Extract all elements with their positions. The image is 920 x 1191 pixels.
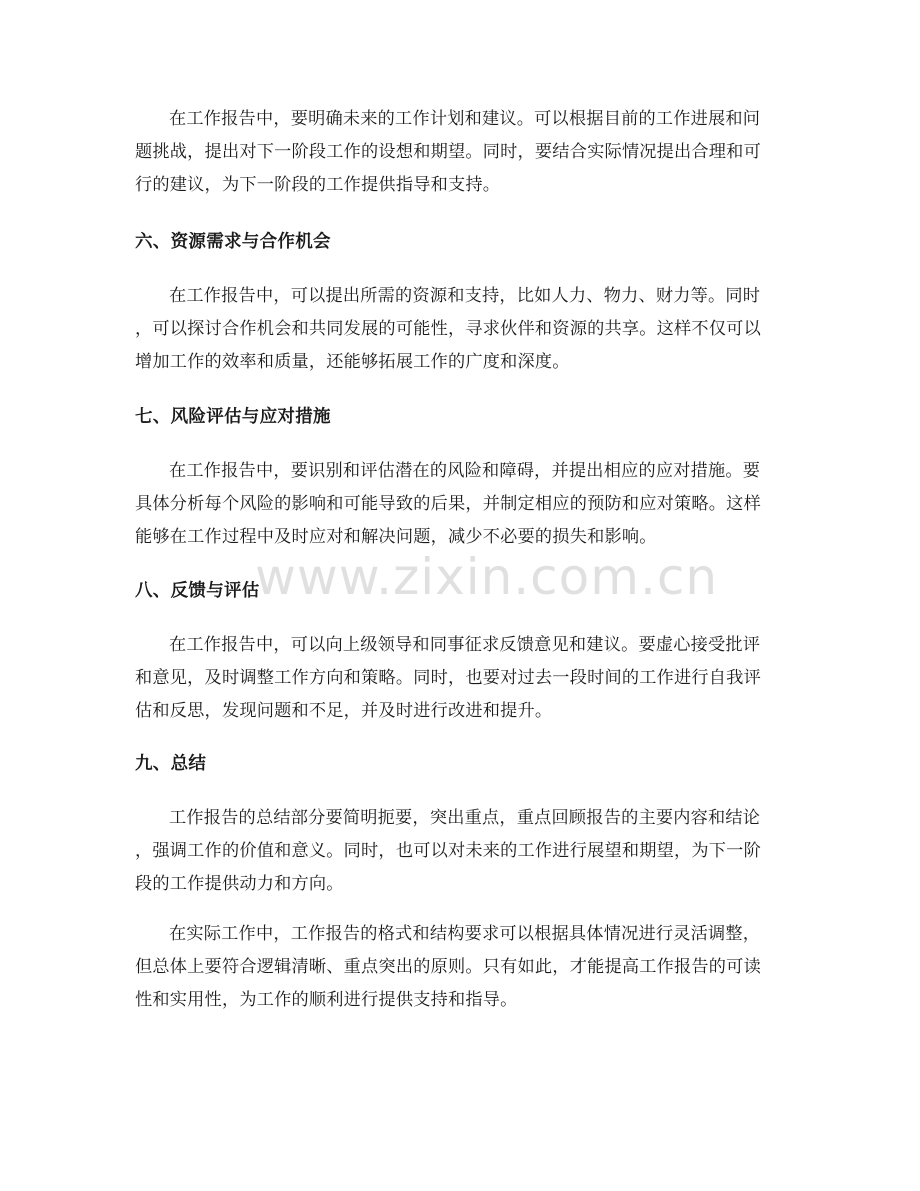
paragraph-summary (135, 802, 790, 901)
paragraph-line: 估和反思，发现问题和不足，并及时进行改进和提升。 (135, 701, 553, 721)
paragraph-feedback (135, 629, 790, 728)
paragraph-line: 段的工作提供动力和方向。 (135, 874, 344, 894)
paragraph-line: 但总体上要符合逻辑清晰、重点突出的原则。只有如此，才能提高工作报告的可读 (135, 957, 761, 977)
paragraph-line: ，可以探讨合作机会和共同发展的可能性，寻求伙伴和资源的共享。这样不仅可以 (135, 319, 761, 339)
paragraph-line: 题挑战，提出对下一阶段工作的设想和期望。同时，要结合实际情况提出合理和可 (135, 142, 761, 162)
paragraph-line: 工作报告的总结部分要简明扼要，突出重点，重点回顾报告的主要内容和结论 (169, 808, 761, 828)
section-heading-summary: 九、总结 (135, 754, 207, 774)
paragraph-line: 性和实用性，为工作的顺利进行提供支持和指导。 (135, 990, 518, 1010)
paragraph-line: 行的建议，为下一阶段的工作提供指导和支持。 (135, 175, 501, 195)
paragraph-conclusion (135, 918, 790, 1017)
paragraph-line: 在工作报告中，要明确未来的工作计划和建议。可以根据目前的工作进展和问 (169, 109, 761, 129)
paragraph-line: 在实际工作中，工作报告的格式和结构要求可以根据具体情况进行灵活调整， (169, 924, 761, 944)
paragraph-resources (135, 280, 790, 379)
paragraph-line: 具体分析每个风险的影响和可能导致的后果，并制定相应的预防和应对策略。这样 (135, 494, 761, 514)
paragraph-line: 增加工作的效率和质量，还能够拓展工作的广度和深度。 (135, 352, 570, 372)
section-heading-risk: 七、风险评估与应对措施 (135, 407, 331, 427)
section-heading-resources: 六、资源需求与合作机会 (135, 232, 331, 252)
paragraph-plans (135, 103, 790, 202)
paragraph-line: 在工作报告中，可以向上级领导和同事征求反馈意见和建议。要虚心接受批评 (169, 635, 761, 655)
paragraph-line: 在工作报告中，要识别和评估潜在的风险和障碍，并提出相应的应对措施。要 (169, 461, 761, 481)
paragraph-line: 在工作报告中，可以提出所需的资源和支持，比如人力、物力、财力等。同时 (169, 286, 761, 306)
paragraph-line: 能够在工作过程中及时应对和解决问题，减少不必要的损失和影响。 (135, 527, 657, 547)
watermark: www.zixin.com.cn (255, 548, 719, 606)
paragraph-risk (135, 455, 790, 554)
paragraph-line: ，强调工作的价值和意义。同时，也可以对未来的工作进行展望和期望，为下一阶 (135, 841, 761, 861)
section-heading-feedback: 八、反馈与评估 (135, 581, 260, 601)
paragraph-line: 和意见，及时调整工作方向和策略。同时，也要对过去一段时间的工作进行自我评 (135, 668, 761, 688)
